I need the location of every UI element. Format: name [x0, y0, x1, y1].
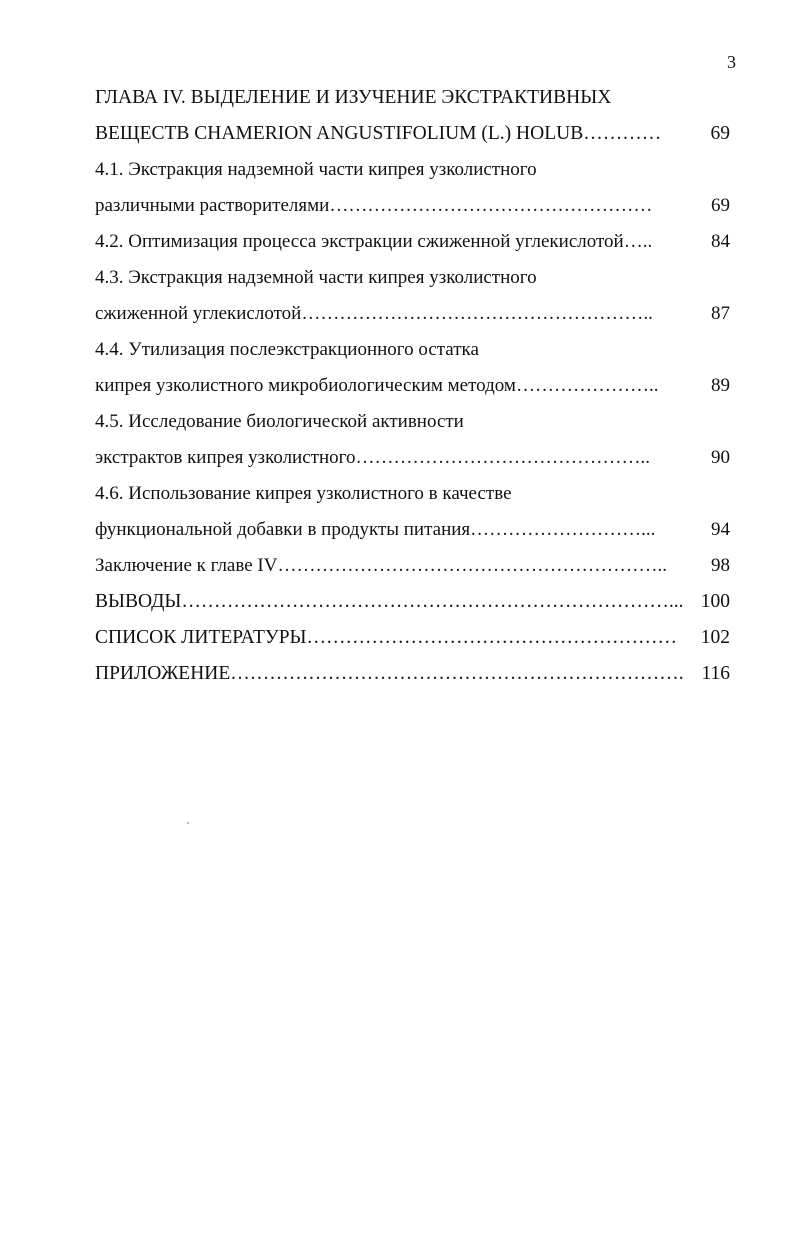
toc-entry-text: 4.2. Оптимизация процесса экстракции сжиженной углекислотой…..: [95, 231, 653, 252]
table-of-contents: [95, 80, 735, 692]
scan-speck: [187, 822, 189, 824]
toc-page-number: 98: [711, 555, 730, 576]
toc-entry-text: функциональной добавки в продукты питания………………………...: [95, 519, 656, 540]
toc-entry-text: различными растворителями……………………………………………: [95, 195, 653, 216]
toc-line: [95, 620, 735, 656]
toc-line: [95, 584, 735, 620]
toc-page-number: 89: [711, 375, 730, 396]
toc-page-number: 69: [711, 195, 730, 216]
toc-line: [95, 332, 735, 368]
toc-entry-text: 4.3. Экстракция надземной части кипрея узколистного: [95, 267, 537, 288]
toc-entry-text: 4.4. Утилизация послеэкстракционного остатка: [95, 339, 479, 360]
toc-line: [95, 548, 735, 584]
toc-entry-text: 4.6. Использование кипрея узколистного в качестве: [95, 483, 512, 504]
toc-entry-text: 4.1. Экстракция надземной части кипрея узколистного: [95, 159, 537, 180]
toc-page-number: 94: [711, 519, 730, 540]
toc-page-number: 116: [701, 663, 730, 684]
toc-line: [95, 152, 735, 188]
toc-entry-text: ГЛАВА IV. ВЫДЕЛЕНИЕ И ИЗУЧЕНИЕ ЭКСТРАКТИВНЫХ: [95, 87, 612, 108]
toc-entry-text: кипрея узколистного микробиологическим методом…………………..: [95, 375, 659, 396]
toc-page-number: 100: [700, 591, 730, 612]
toc-line: [95, 260, 735, 296]
toc-page-number: 102: [700, 627, 730, 648]
toc-entry-text: ВЫВОДЫ…………………………………………………………………...: [95, 591, 684, 612]
page-number: 3: [727, 52, 736, 72]
toc-entry-text: Заключение к главе IV……………………………………………………..: [95, 555, 667, 576]
toc-entry-text: экстрактов кипрея узколистного………………………………………..: [95, 447, 650, 468]
toc-page-number: 90: [711, 447, 730, 468]
toc-page-number: 69: [710, 123, 730, 144]
toc-line: [95, 296, 735, 332]
toc-entry-text: 4.5. Исследование биологической активности: [95, 411, 464, 432]
toc-line: [95, 404, 735, 440]
toc-page-number: 84: [711, 231, 730, 252]
toc-page-number: 87: [711, 303, 730, 324]
toc-entry-text: сжиженной углекислотой………………………………………………..: [95, 303, 653, 324]
toc-line: [95, 224, 735, 260]
toc-line: [95, 368, 735, 404]
toc-entry-text: ВЕЩЕСТВ CHAMERION ANGUSTIFOLIUM (L.) HOLUB…………: [95, 123, 662, 144]
toc-line: [95, 440, 735, 476]
toc-line: [95, 656, 735, 692]
toc-line: [95, 116, 735, 152]
toc-line: [95, 512, 735, 548]
toc-line: [95, 188, 735, 224]
toc-line: [95, 476, 735, 512]
toc-entry-text: ПРИЛОЖЕНИЕ…………………………………………………………….: [95, 663, 684, 684]
toc-entry-text: СПИСОК ЛИТЕРАТУРЫ…………………………………………………: [95, 627, 678, 648]
toc-line: [95, 80, 735, 116]
